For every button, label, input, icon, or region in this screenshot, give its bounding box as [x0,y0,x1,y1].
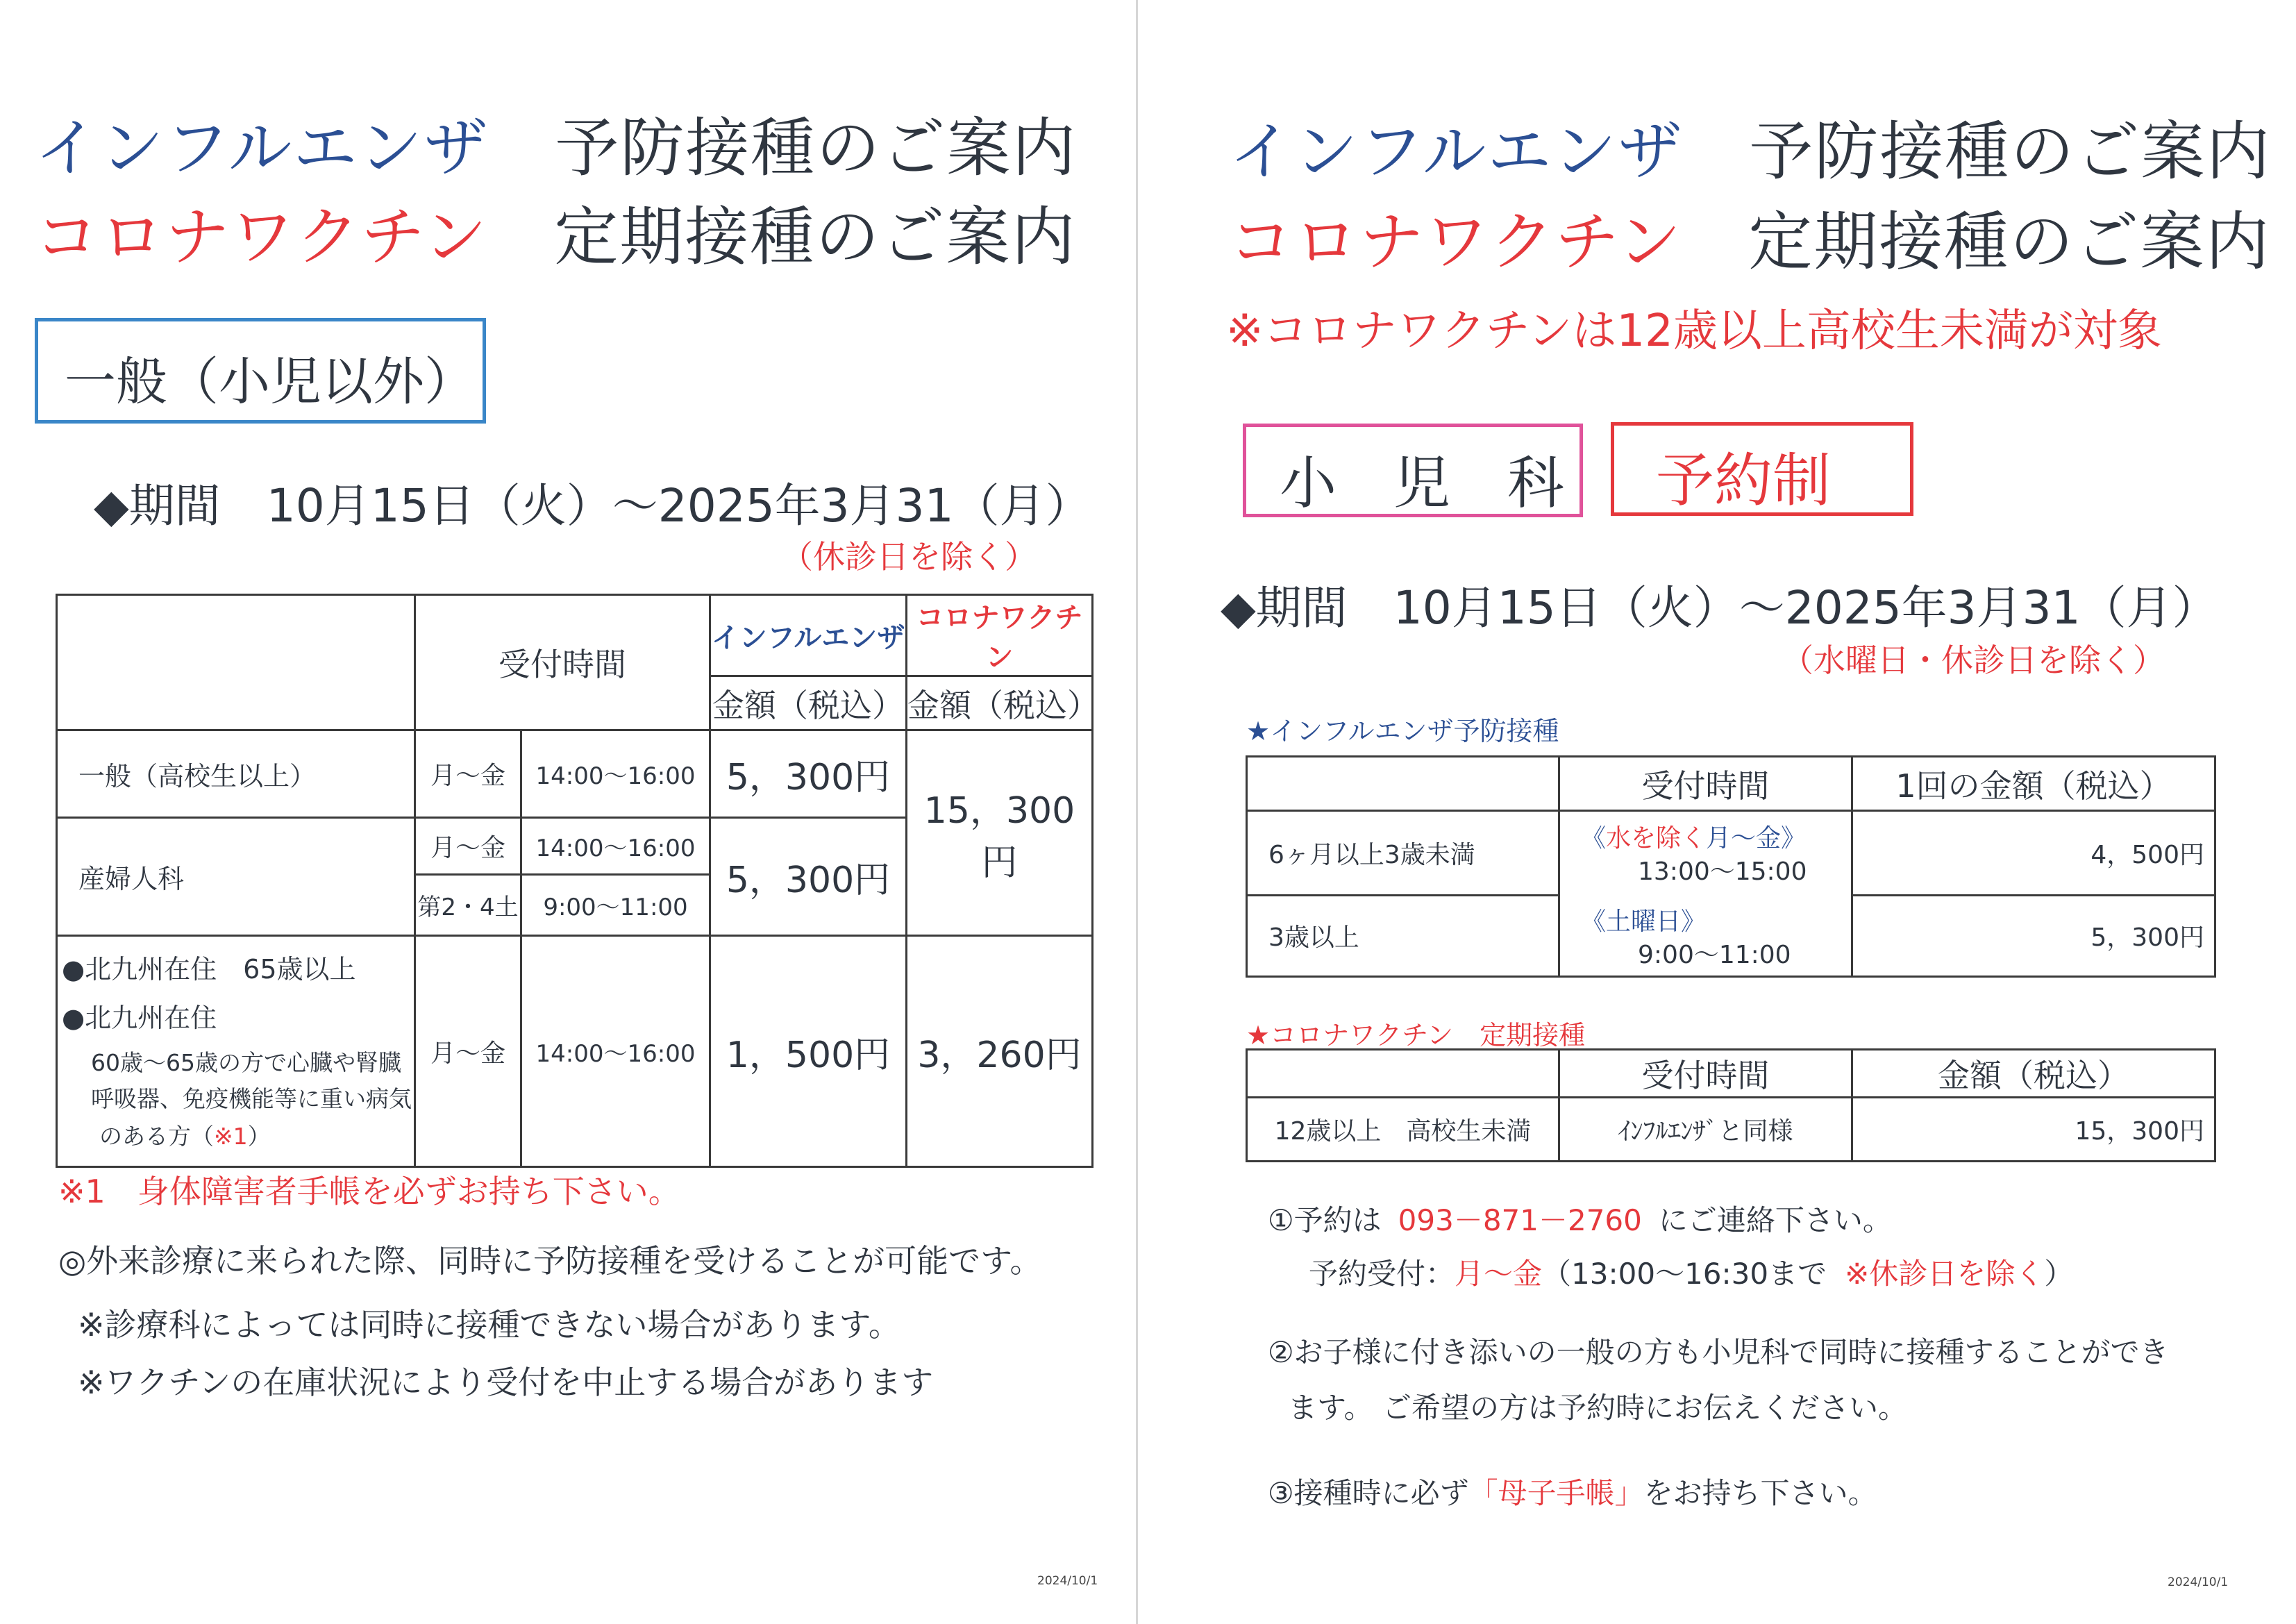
left-row-obgyn-saturday: 第2・4土 [415,875,521,936]
right-title-corona-rest: 定期接種のご案内 [1748,205,2271,279]
right-flu-corner [1247,757,1559,811]
right-title-line1 [1229,101,2271,192]
right-flu-saturday-label: 《土曜日》 [1581,907,1707,936]
right-dept-box [1243,424,1583,517]
left-period-note: （休診日を除く） [781,538,1037,576]
left-senior-line5: のある方（※1） [99,1123,271,1150]
left-row-general-flu-price: 5，300円 [710,730,907,818]
left-row-general-label: 一般（高校生以上） [57,730,415,818]
right-corona-corner [1247,1050,1559,1098]
left-senior-line4: 呼吸器、免疫機能等に重い病気 [91,1085,412,1112]
left-senior-line2: ●北九州在住 [62,1003,217,1033]
right-title-line2 [1229,191,2270,283]
right-flu-weekday-time: 13:00～15:00 [1638,857,1807,886]
right-flu-header-price: 1回の金額（税込） [1852,757,2215,811]
left-senior-line1: ●北九州在住 65歳以上 [62,954,356,985]
right-info-companion-line1: ②お子様に付き添いの一般の方も小児科で同時に接種することができ [1268,1335,2169,1369]
left-row-senior-time: 14:00～16:00 [521,936,710,1167]
left-row-obgyn-flu-price: 5，300円 [710,818,907,936]
right-flu-row-child-price: 5，300円 [1852,895,2215,976]
left-row-obgyn-weekday-time: 14:00～16:00 [521,818,710,875]
right-period-note: （水曜日・休診日を除く） [1782,642,2165,679]
page-divider [1136,0,1138,1624]
left-header-corona: コロナワクチン [907,595,1093,676]
right-info-reception-hours: 予約受付：月～金（13:00～16:30まで ※休診日を除く） [1309,1257,2074,1291]
left-row-general-time: 14:00～16:00 [521,730,710,818]
right-corona-header-price: 金額（税込） [1852,1050,2215,1098]
right-reservation-box [1611,422,1913,516]
right-title-corona: コロナワクチン [1229,205,1683,279]
left-row-obgyn-label: 産婦人科 [57,818,415,936]
right-flu-saturday-time: 9:00～11:00 [1638,941,1791,969]
right-title-influenza: インフルエンザ [1229,115,1684,189]
left-note-same-day: ◎外来診療に来られた際、同時に予防接種を受けることが可能です。 [58,1242,1042,1280]
right-info-handbook: ③接種時に必ず「母子手帳」をお持ち下さい。 [1268,1476,1877,1510]
right-phone-number[interactable]: 093－871－2760 [1398,1203,1642,1237]
right-corona-header-reception: 受付時間 [1559,1050,1852,1098]
left-corona-price-merged: 15，300円 [907,730,1093,936]
left-header-reception: 受付時間 [415,595,710,730]
right-flu-section-title: ★インフルエンザ予防接種 [1246,716,1559,746]
left-header-price-flu: 金額（税込） [710,676,907,730]
left-note-disability: ※1 身体障害者手帳を必ずお持ち下さい。 [58,1173,680,1210]
right-target-note: ※コロナワクチンは12歳以上高校生未満が対象 [1226,305,2162,357]
right-flu-row-infant-price: 4，500円 [1852,811,2215,896]
right-flu-header-reception: 受付時間 [1559,757,1852,811]
right-flu-table [1246,755,2216,978]
right-corona-row-label: 12歳以上 高校生未満 [1247,1098,1559,1162]
right-corona-row-time: ｲﾝﾌﾙｴﾝｻﾞと同様 [1559,1098,1852,1162]
left-title-corona-rest: 定期接種のご案内 [554,200,1077,274]
left-date: 2024/10/1 [1037,1574,1098,1588]
right-info-reservation: ①予約は 093－871－2760 にご連絡下さい。 [1268,1203,1892,1237]
right-dept-label: 小 児 科 [1280,451,1565,517]
left-title-influenza-rest: 予防接種のご案内 [555,111,1078,185]
left-row-obgyn-weekday: 月～金 [415,818,521,875]
left-row-obgyn-saturday-time: 9:00～11:00 [521,875,710,936]
left-row-general-days: 月～金 [415,730,521,818]
left-senior-line3: 60歳～65歳の方で心臓や腎臓 [91,1049,401,1076]
left-row-senior-flu-price: 1，500円 [710,936,907,1167]
right-flu-reception-times [1559,811,1852,977]
left-note-stock: ※ワクチンの在庫状況により受付を中止する場合があります [78,1364,934,1401]
right-period: ◆期間 10月15日（火）～2025年3月31（月） [1221,581,2218,635]
right-title-influenza-rest: 予防接種のご案内 [1749,115,2272,189]
left-row-senior-label [57,936,415,1167]
left-category-label: 一般（小児以外） [65,352,476,412]
left-title-corona: コロナワクチン [35,200,489,274]
left-note-department: ※診療科によっては同時に接種できない場合があります。 [78,1306,900,1343]
right-reservation-label: 予約制 [1656,446,1832,514]
right-corona-row-price: 15，300円 [1852,1098,2215,1162]
left-title-line2 [35,186,1076,278]
left-table-corner [57,595,415,730]
left-category-box [35,318,486,424]
left-header-price-corona: 金額（税込） [907,676,1093,730]
left-title-line1 [35,97,1077,189]
right-corona-table [1246,1048,2216,1162]
left-row-senior-corona-price: 3，260円 [907,936,1093,1167]
left-header-influenza: インフルエンザ [710,595,907,676]
left-title-influenza: インフルエンザ [35,111,489,185]
right-flu-row-child-label: 3歳以上 [1247,895,1559,976]
right-flu-weekday-label: 《水を除く月～金》 [1581,824,1807,853]
right-flu-row-infant-label: 6ヶ月以上3歳未満 [1247,811,1559,896]
left-price-table [56,594,1099,1168]
right-info-companion-line2: ます。 ご希望の方は予約時にお伝えください。 [1288,1391,1907,1425]
right-corona-section-title: ★コロナワクチン 定期接種 [1246,1020,1586,1050]
left-row-senior-days: 月～金 [415,936,521,1167]
right-date: 2024/10/1 [2168,1575,2229,1589]
left-period: ◆期間 10月15日（火）～2025年3月31（月） [94,479,1091,533]
